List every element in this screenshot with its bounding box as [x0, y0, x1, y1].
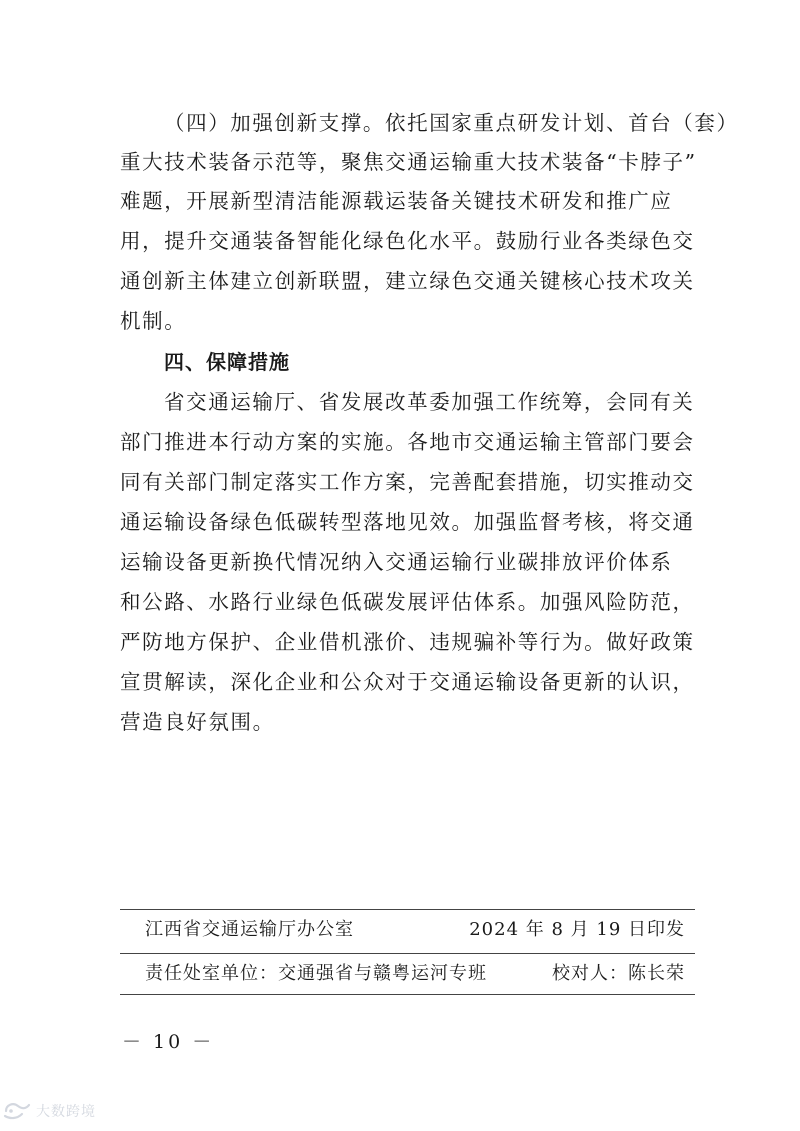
paragraph-line: 通创新主体建立创新联盟，建立绿色交通关键核心技术攻关 [120, 269, 695, 293]
footer-rule-bottom [120, 994, 695, 995]
paragraph-line: 和公路、水路行业绿色低碳发展评估体系。加强风险防范， [120, 590, 695, 614]
footer-rule-top [120, 909, 695, 910]
paragraph-line: 宣贯解读，深化企业和公众对于交通运输设备更新的认识， [120, 670, 695, 694]
paragraph-line: 机制。 [120, 309, 187, 333]
paragraph-line: 部门推进本行动方案的实施。各地市交通运输主管部门要会 [120, 430, 695, 454]
page-number: － 10 － [122, 1031, 215, 1053]
section-heading: 四、保障措施 [164, 350, 290, 374]
watermark-text: 大数跨境 [36, 1104, 96, 1120]
paragraph-line: 难题，开展新型清洁能源载运装备关键技术研发和推广应 [120, 189, 673, 213]
paragraph-line: 运输设备更新换代情况纳入交通运输行业碳排放评价体系 [120, 550, 673, 574]
paragraph-line: （四）加强创新支撑。依托国家重点研发计划、首台（套） [164, 111, 739, 135]
watermark [2, 1100, 96, 1122]
paragraph-line: 营造良好氛围。 [120, 710, 275, 734]
paragraph-line: 同有关部门制定落实工作方案，完善配套措施，切实推动交 [120, 470, 695, 494]
footer-rule-middle [120, 953, 695, 954]
responsible-department: 责任处室单位：交通强省与赣粤运河专班 [145, 963, 487, 984]
paragraph-line: 通运输设备绿色低碳转型落地见效。加强监督考核，将交通 [120, 510, 695, 534]
paragraph-line: 省交通运输厅、省发展改革委加强工作统筹，会同有关 [164, 390, 695, 414]
logo-icon [2, 1100, 32, 1122]
paragraph-line: 用，提升交通装备智能化绿色化水平。鼓励行业各类绿色交 [120, 229, 695, 253]
proofreader: 校对人：陈长荣 [552, 963, 685, 984]
issuer-label: 江西省交通运输厅办公室 [145, 919, 354, 940]
paragraph-line: 重大技术装备示范等，聚焦交通运输重大技术装备“卡脖子” [120, 150, 697, 174]
paragraph-line: 严防地方保护、企业借机涨价、违规骗补等行为。做好政策 [120, 630, 695, 654]
issue-date: 2024 年 8 月 19 日印发 [469, 919, 685, 940]
